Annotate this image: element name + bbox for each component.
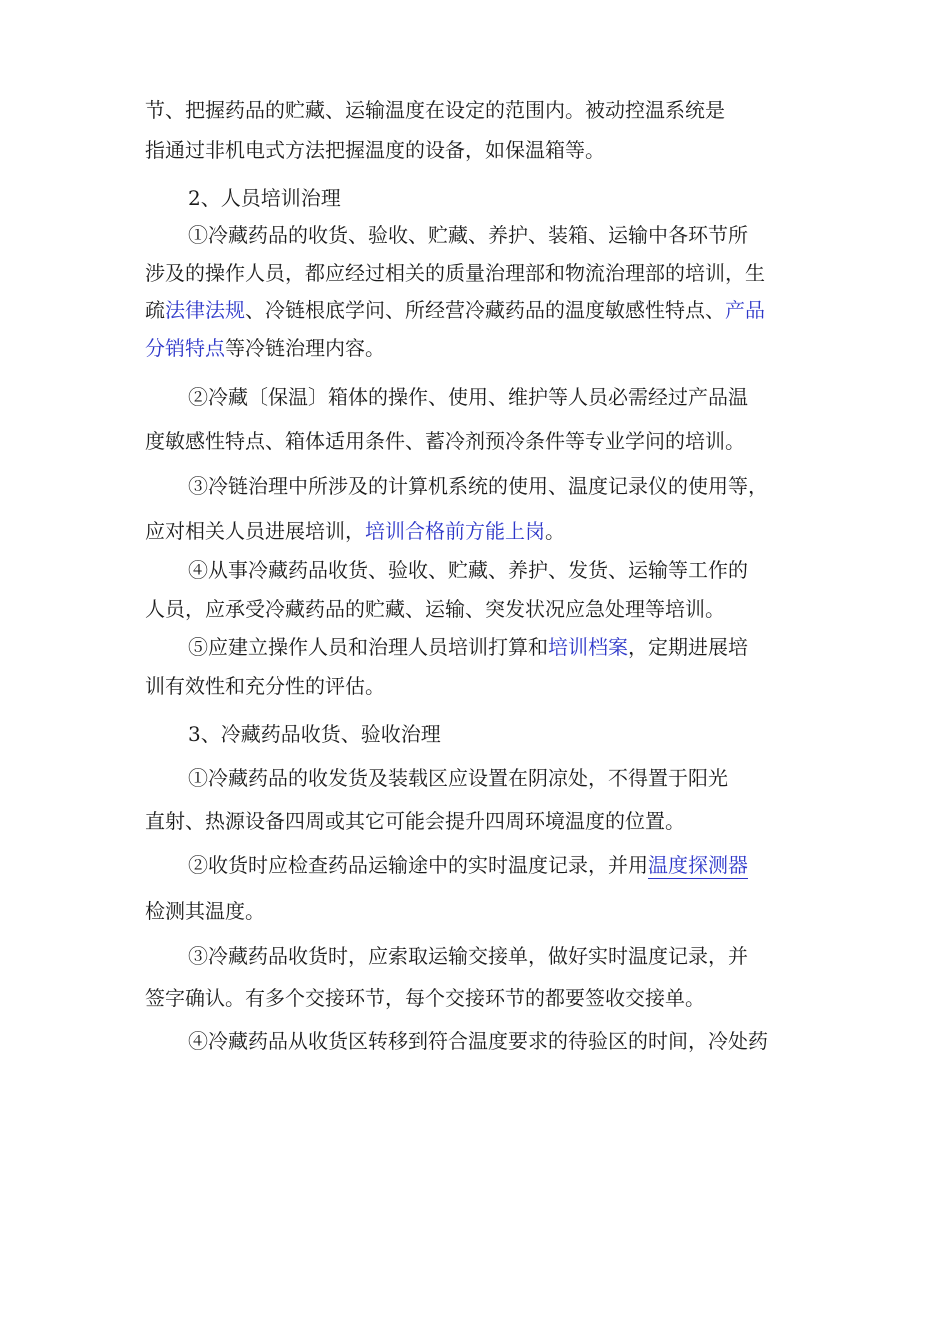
section-heading: 2、人员培训治理	[188, 186, 341, 210]
text-line: ②冷藏〔保温〕箱体的操作、使用、维护等人员必需经过产品温	[188, 385, 748, 409]
text-run: ②收货时应检查药品运输途中的实时温度记录，并用	[188, 853, 648, 877]
text-line: 指通过非机电式方法把握温度的设备，如保温箱等。	[145, 138, 605, 162]
text-line: 涉及的操作人员，都应经过相关的质量治理部和物流治理部的培训，生	[145, 261, 765, 285]
link-product-distribution[interactable]: 产品	[725, 298, 765, 322]
text-line: 度敏感性特点、箱体适用条件、蓄冷剂预冷条件等专业学问的培训。	[145, 429, 745, 453]
link-laws[interactable]: 法律法规	[165, 298, 245, 322]
text-line: 人员，应承受冷藏药品的贮藏、运输、突发状况应急处理等培训。	[145, 597, 725, 621]
text-line: ④从事冷藏药品收货、验收、贮藏、养护、发货、运输等工作的	[188, 558, 748, 582]
text-line: 训有效性和充分性的评估。	[145, 674, 385, 698]
text-line	[145, 517, 565, 545]
text-line: ①冷藏药品的收货、验收、贮藏、养护、装箱、运输中各环节所	[188, 223, 748, 247]
text-line: 签字确认。有多个交接环节，每个交接环节的都要签收交接单。	[145, 986, 705, 1010]
text-line	[188, 851, 748, 879]
link-training-records[interactable]: 培训档案	[548, 635, 628, 659]
text-line: ③冷藏药品收货时，应索取运输交接单，做好实时温度记录，并	[188, 944, 748, 968]
text-run: ⑤应建立操作人员和治理人员培训打算和	[188, 635, 548, 659]
link-training-qualified[interactable]: 培训合格前方能上岗	[365, 519, 545, 543]
text-line	[145, 334, 385, 362]
text-line: ④冷藏药品从收货区转移到符合温度要求的待验区的时间，冷处药	[188, 1029, 768, 1053]
text-line: 直射、热源设备四周或其它可能会提升四周环境温度的位置。	[145, 809, 685, 833]
text-run: 应对相关人员进展培训，	[145, 519, 365, 543]
text-line: ①冷藏药品的收发货及装载区应设置在阴凉处，不得置于阳光	[188, 766, 728, 790]
text-line	[145, 296, 765, 324]
text-run: 等冷链治理内容。	[225, 336, 385, 360]
text-line: 检测其温度。	[145, 899, 265, 923]
text-line: 节、把握药品的贮藏、运输温度在设定的范围内。被动控温系统是	[145, 98, 725, 122]
text-run: 。	[545, 519, 565, 543]
link-temperature-detector[interactable]: 温度探测器	[648, 853, 748, 877]
text-line	[188, 633, 748, 661]
text-run: 、冷链根底学问、所经营冷藏药品的温度敏感性特点、	[245, 298, 725, 322]
link-product-distribution-cont[interactable]: 分销特点	[145, 336, 225, 360]
text-line: ③冷链治理中所涉及的计算机系统的使用、温度记录仪的使用等，	[188, 474, 768, 498]
section-heading: 3、冷藏药品收货、验收治理	[188, 722, 441, 746]
text-run: ，定期进展培	[628, 635, 748, 659]
text-run: 疏	[145, 298, 165, 322]
